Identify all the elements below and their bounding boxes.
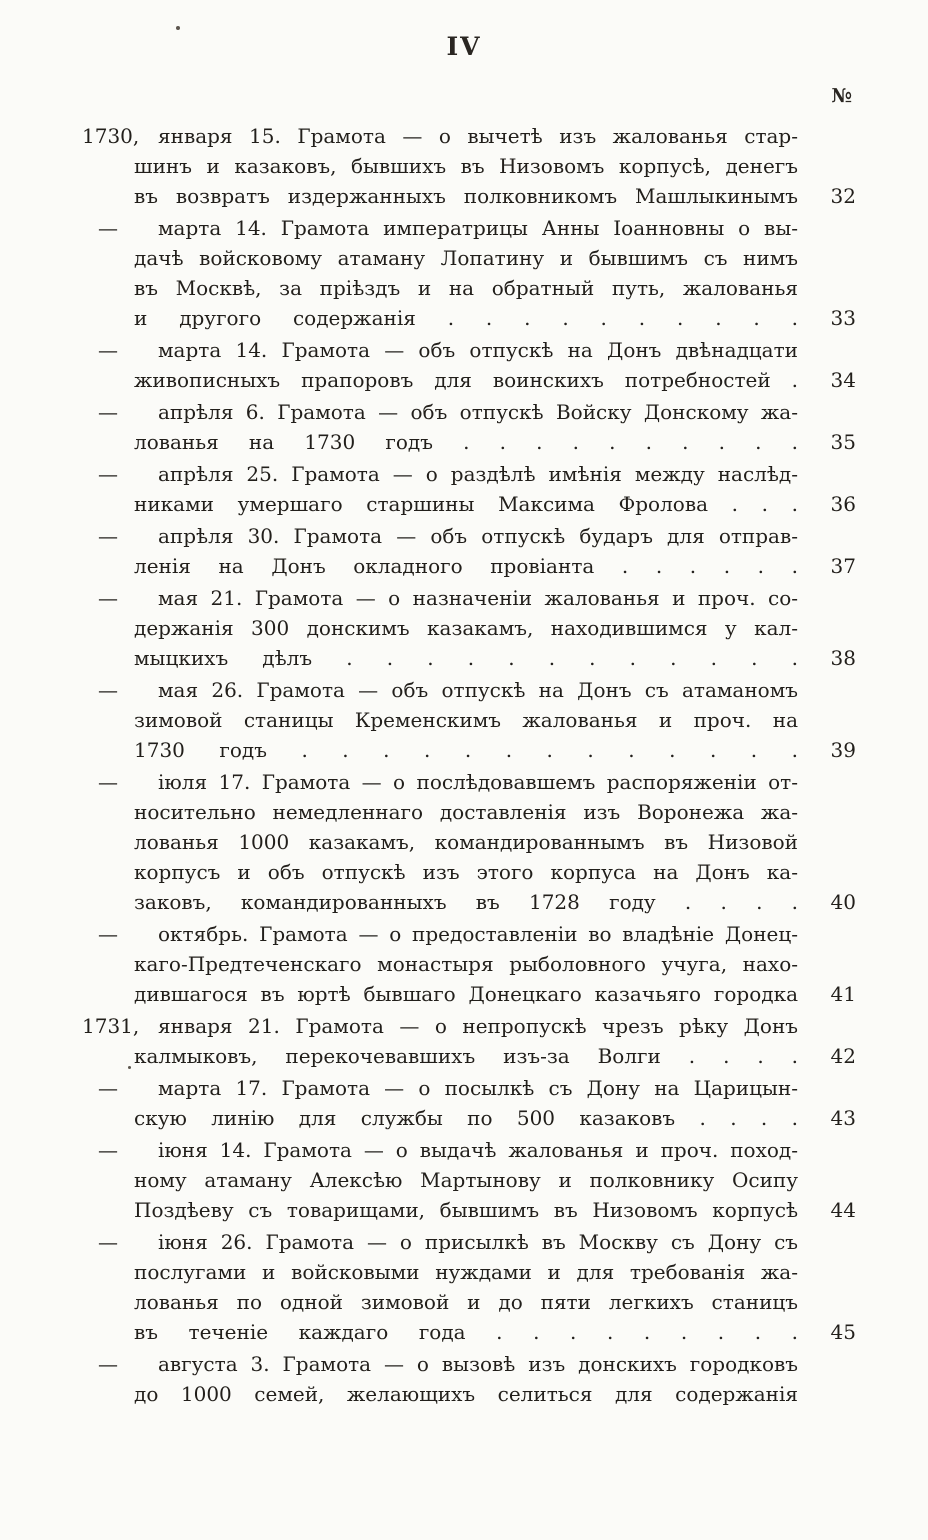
entry-year-ditto-dash: — <box>98 216 118 240</box>
entry-line: августа 3. Грамота — о вызовѣ изъ донскихъ городковъ <box>158 1352 798 1376</box>
entry-text <box>134 767 798 917</box>
entry-text <box>134 1227 798 1347</box>
entry-line: апрѣля 25. Грамота — о раздѣлѣ имѣнія между наслѣд- <box>158 462 798 486</box>
entries-list <box>0 121 928 1409</box>
entry-number: 35 <box>830 430 856 454</box>
entry-text <box>134 1135 798 1225</box>
entry-row <box>82 121 856 211</box>
entry-line: Поздѣеву съ товарищами, бывшимъ въ Низовомъ корпусѣ <box>134 1198 798 1222</box>
entry-number: 43 <box>830 1106 856 1130</box>
entry-line: лованья на 1730 годъ . . . . . . . . . . <box>134 430 798 454</box>
entry-line: дачѣ войсковому атаману Лопатину и бывшимъ съ нимъ <box>134 246 798 270</box>
entry-year: 1730, <box>82 124 140 148</box>
entry-line: апрѣля 6. Грамота — объ отпускѣ Войску Донскому жа- <box>158 400 798 424</box>
entry-line: скую линію для службы по 500 казаковъ . . . . <box>134 1106 798 1130</box>
entry-line: держанія 300 донскимъ казакамъ, находившимся у кал- <box>134 616 798 640</box>
entry-line: мая 26. Грамота — объ отпускѣ на Донъ съ атаманомъ <box>158 678 798 702</box>
entry-row <box>82 521 856 581</box>
entry-text <box>134 1073 798 1133</box>
entry-year-ditto-dash: — <box>98 338 118 362</box>
entry-year-ditto-dash: — <box>98 678 118 702</box>
entry-year-ditto-dash: — <box>98 524 118 548</box>
entry-line: и другого содержанія . . . . . . . . . . <box>134 306 798 330</box>
entry-line: іюня 26. Грамота — о присылкѣ въ Москву съ Дону съ <box>158 1230 798 1254</box>
entry-line: мыцкихъ дѣлъ . . . . . . . . . . . . <box>134 646 798 670</box>
entry-row <box>82 1011 856 1071</box>
entry-text <box>134 213 798 333</box>
entry-number: 44 <box>830 1198 856 1222</box>
entry-line: марта 17. Грамота — о посылкѣ съ Дону на Царицын- <box>158 1076 798 1100</box>
entry-line: корпусъ и объ отпускѣ изъ этого корпуса на Донъ ка- <box>134 860 798 884</box>
entry-line: каго-Предтеченскаго монастыря рыболовного учуга, нахо- <box>134 952 798 976</box>
entry-text <box>134 335 798 395</box>
entry-row <box>82 1227 856 1347</box>
entry-line: никами умершаго старшины Максима Фролова . . . <box>134 492 798 516</box>
entry-row <box>82 213 856 333</box>
entry-number: 40 <box>830 890 856 914</box>
entry-text <box>134 521 798 581</box>
entry-line: октябрь. Грамота — о предоставленіи во владѣніе Донец- <box>158 922 798 946</box>
entry-line: января 15. Грамота — о вычетѣ изъ жалованья стар- <box>158 124 798 148</box>
entry-line: іюля 17. Грамота — о послѣдовавшемъ распоряженіи от- <box>158 770 798 794</box>
entry-number: 33 <box>830 306 856 330</box>
entry-text <box>134 583 798 673</box>
entry-line: зимовой станицы Кременскимъ жалованья и проч. на <box>134 708 798 732</box>
entry-text <box>134 121 798 211</box>
entry-line: шинъ и казаковъ, бывшихъ въ Низовомъ корпусѣ, денегъ <box>134 154 798 178</box>
entry-text <box>134 459 798 519</box>
entry-line: до 1000 семей, желающихъ селиться для содержанія <box>134 1382 798 1406</box>
entry-number: 34 <box>830 368 856 392</box>
entry-line: лованья по одной зимовой и до пяти легкихъ станицъ <box>134 1290 798 1314</box>
entry-year-ditto-dash: — <box>98 1352 118 1376</box>
entry-year-ditto-dash: — <box>98 400 118 424</box>
entry-text <box>134 1011 798 1071</box>
entry-year-ditto-dash: — <box>98 462 118 486</box>
entry-row <box>82 1349 856 1409</box>
entry-text <box>134 919 798 1009</box>
entry-line: заковъ, командированныхъ въ 1728 году . . . . <box>134 890 798 914</box>
ink-speck <box>176 26 180 30</box>
entry-text <box>134 1349 798 1409</box>
numero-column-label: № <box>831 85 852 107</box>
entry-line: марта 14. Грамота императрицы Анны Іоанновны о вы- <box>158 216 798 240</box>
entry-row <box>82 1135 856 1225</box>
entry-number: 36 <box>830 492 856 516</box>
entry-line: ленія на Донъ окладного провіанта . . . . . . <box>134 554 798 578</box>
entry-line: 1730 годъ . . . . . . . . . . . . . <box>134 738 798 762</box>
entry-year-ditto-dash: — <box>98 586 118 610</box>
entry-line: послугами и войсковыми нуждами и для требованія жа- <box>134 1260 798 1284</box>
entry-row <box>82 675 856 765</box>
entry-row <box>82 459 856 519</box>
entry-line: марта 14. Грамота — объ отпускѣ на Донъ двѣнадцати <box>158 338 798 362</box>
entry-year-ditto-dash: — <box>98 1076 118 1100</box>
entry-year-ditto-dash: — <box>98 922 118 946</box>
entry-line: калмыковъ, перекочевавшихъ изъ-за Волги . . . . <box>134 1044 798 1068</box>
entry-row <box>82 397 856 457</box>
entry-line: дившагося въ юртѣ бывшаго Донецкаго казачьяго городка <box>134 982 798 1006</box>
entry-line: въ возвратъ издержанныхъ полковникомъ Машлыкинымъ <box>134 184 798 208</box>
entry-row <box>82 335 856 395</box>
entry-text <box>134 675 798 765</box>
page-number-roman: IV <box>446 32 482 61</box>
entry-row <box>82 919 856 1009</box>
entry-line: въ Москвѣ, за пріѣздъ и на обратный путь, жалованья <box>134 276 798 300</box>
entry-line: января 21. Грамота — о непропускѣ чрезъ рѣку Донъ <box>158 1014 798 1038</box>
entry-row <box>82 583 856 673</box>
entry-line: ному атаману Алексѣю Мартынову и полковнику Осипу <box>134 1168 798 1192</box>
entry-line: живописныхъ прапоровъ для воинскихъ потребностей . <box>134 368 798 392</box>
entry-line: іюня 14. Грамота — о выдачѣ жалованья и проч. поход- <box>158 1138 798 1162</box>
entry-line: мая 21. Грамота — о назначеніи жалованья и проч. со- <box>158 586 798 610</box>
entry-number: 42 <box>830 1044 856 1068</box>
entry-year: 1731, <box>82 1014 140 1038</box>
entry-row <box>82 1073 856 1133</box>
entry-number: 37 <box>830 554 856 578</box>
entry-number: 41 <box>830 982 856 1006</box>
entry-line: лованья 1000 казакамъ, командированнымъ въ Низовой <box>134 830 798 854</box>
entry-line: апрѣля 30. Грамота — объ отпускѣ бударъ для отправ- <box>158 524 798 548</box>
entry-year-ditto-dash: — <box>98 770 118 794</box>
entry-number: 45 <box>830 1320 856 1344</box>
entry-year-ditto-dash: — <box>98 1138 118 1162</box>
entry-number: 32 <box>830 184 856 208</box>
entry-row <box>82 767 856 917</box>
entry-number: 39 <box>830 738 856 762</box>
entry-number: 38 <box>830 646 856 670</box>
entry-text <box>134 397 798 457</box>
entry-line: носительно немедленнаго доставленія изъ Воронежа жа- <box>134 800 798 824</box>
entry-line: въ теченіе каждаго года . . . . . . . . . <box>134 1320 798 1344</box>
entry-year-ditto-dash: — <box>98 1230 118 1254</box>
